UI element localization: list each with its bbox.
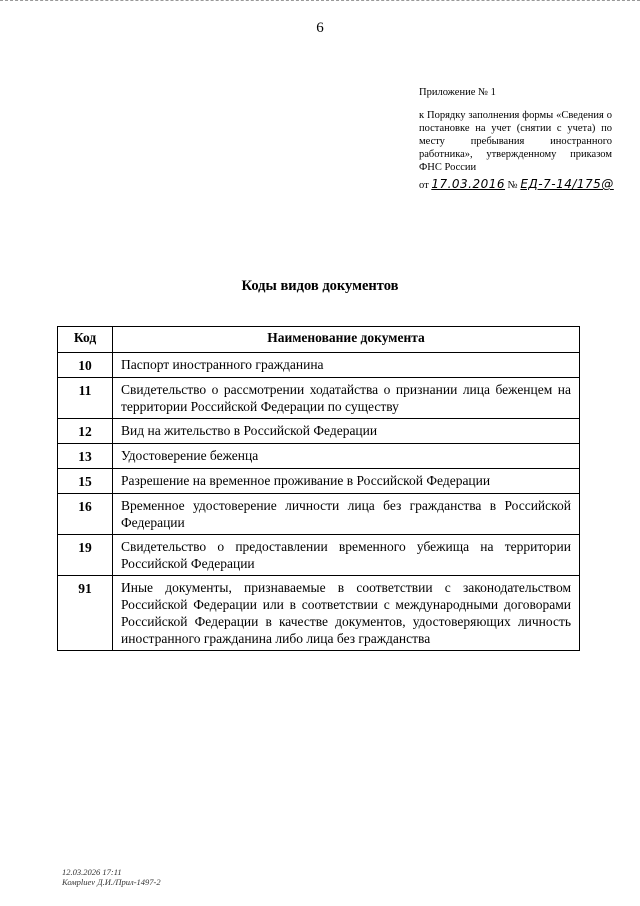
- document-title: Коды видов документов: [241, 278, 399, 294]
- row-code: 19: [58, 535, 113, 576]
- table-row: [58, 353, 580, 378]
- row-name: Разрешение на временное проживание в Российской Федерации: [113, 469, 580, 494]
- row-code: 16: [58, 494, 113, 535]
- row-name: Временное удостоверение личности лица без гражданства в Российской Федерации: [113, 494, 580, 535]
- top-border: [0, 0, 640, 1]
- row-name: Свидетельство о предоставлении временного убежища на территории Российской Федерации: [113, 535, 580, 576]
- footer-doc-id: Комрlиеv Д.И./Прил-1497-2: [62, 877, 161, 887]
- footer-stamp: [62, 867, 161, 887]
- row-code: 13: [58, 444, 113, 469]
- table-header-row: [58, 327, 580, 353]
- number-prefix: №: [507, 180, 518, 191]
- row-code: 12: [58, 419, 113, 444]
- appendix-text: к Порядку заполнения формы «Сведения о постановке на учет (снятии с учета) по месту пребывания иностранного работника», утвержденному приказом ФНС России: [419, 110, 612, 173]
- order-reference: [419, 178, 612, 192]
- document-codes-table: [57, 326, 580, 651]
- column-header-code: Код: [58, 327, 113, 353]
- table-row: [58, 576, 580, 651]
- table-row: [58, 469, 580, 494]
- footer-timestamp: 12.03.2026 17:11: [62, 867, 122, 877]
- column-header-name: Наименование документа: [113, 327, 580, 353]
- row-name: Паспорт иностранного гражданина: [113, 353, 580, 378]
- order-date: 17.03.2016: [431, 177, 506, 191]
- appendix-block: [419, 86, 612, 192]
- table-row: [58, 378, 580, 419]
- row-name: Свидетельство о рассмотрении ходатайства о признании лица беженцем на территории Российской Федерации по существу: [113, 378, 580, 419]
- row-name: Удостоверение беженца: [113, 444, 580, 469]
- order-number: ЕД-7-14/175@: [520, 177, 614, 191]
- appendix-title: Приложение № 1: [419, 87, 496, 98]
- row-code: 10: [58, 353, 113, 378]
- page-number: 6: [316, 20, 324, 36]
- row-code: 15: [58, 469, 113, 494]
- date-prefix: от: [419, 180, 429, 191]
- table-row: [58, 444, 580, 469]
- row-name: Вид на жительство в Российской Федерации: [113, 419, 580, 444]
- row-code: 91: [58, 576, 113, 651]
- row-code: 11: [58, 378, 113, 419]
- table-row: [58, 494, 580, 535]
- row-name: Иные документы, признаваемые в соответствии с законодательством Российской Федерации или в соответствии с международными договорами Российской Федерации в качестве документов, удостоверяющих личность иностранного гражданина либо лица без гражданства: [113, 576, 580, 651]
- table-row: [58, 419, 580, 444]
- table-row: [58, 535, 580, 576]
